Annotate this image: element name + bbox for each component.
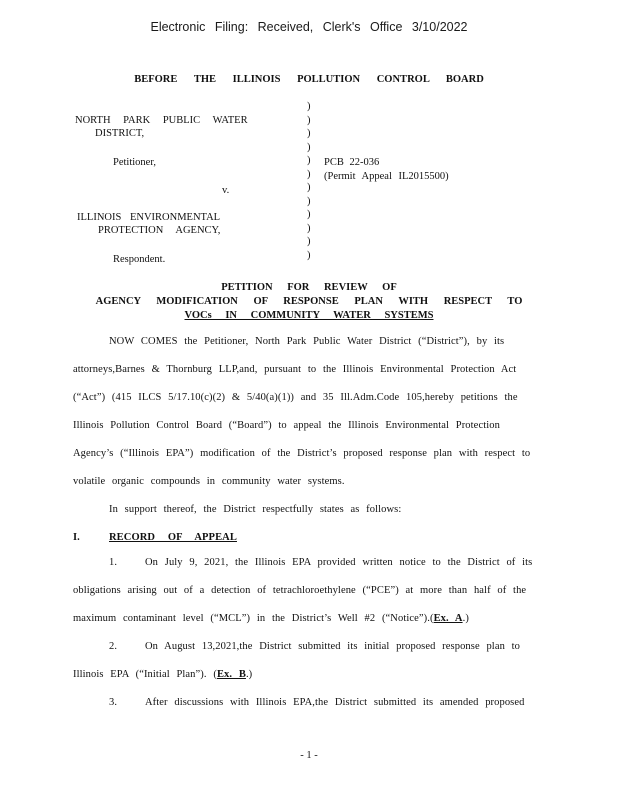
p3-line-1: After discussions with Illinois EPA,the District submitted its amended proposed bbox=[145, 697, 525, 708]
p1-line-3: maximum contaminant level (“MCL”) in the District’s Well #2 (“Notice”).(Ex. A.) bbox=[73, 613, 469, 624]
board-title: BEFORE THE ILLINOIS POLLUTION CONTROL BOARD bbox=[134, 74, 484, 85]
exhibit-a-link[interactable]: Ex. A bbox=[433, 613, 463, 624]
intro-line-1: NOW COMES the Petitioner, North Park Public Water District (“District”), by its bbox=[109, 336, 505, 347]
p1-line-2: obligations arising out of a detection of tetrachloroethylene (“PCE”) at more than half of the bbox=[73, 585, 527, 596]
respondent-role: Respondent. bbox=[113, 254, 166, 265]
caption-parentheses: ) ) ) ) ) ) ) ) ) ) ) ) bbox=[307, 101, 311, 261]
petitioner-name-line2: DISTRICT, bbox=[95, 128, 145, 139]
respondent-name-line1: ILLINOIS ENVIRONMENTAL bbox=[77, 212, 221, 223]
petition-title-line1: PETITION FOR REVIEW OF bbox=[221, 282, 397, 293]
versus: v. bbox=[222, 185, 230, 196]
paragraph-number-1: 1. bbox=[109, 557, 118, 568]
petition-title-line2: AGENCY MODIFICATION OF RESPONSE PLAN WITH RESPECT TO bbox=[95, 296, 523, 307]
p2-line-1: On August 13,2021,the District submitted its initial proposed response plan to bbox=[145, 641, 521, 652]
petition-title-line3: VOCs IN COMMUNITY WATER SYSTEMS bbox=[184, 310, 434, 321]
intro-line-3: (“Act”) (415 ILCS 5/17.10(c)(2) & 5/40(a)(1)) and 35 Ill.Adm.Code 105,hereby petitions the bbox=[73, 392, 518, 403]
p1-line-1: On July 9, 2021, the Illinois EPA provided written notice to the District of its bbox=[145, 557, 533, 568]
support-statement: In support thereof, the District respectfully states as follows: bbox=[109, 504, 402, 515]
section-title: RECORD OF APPEAL bbox=[109, 532, 237, 543]
exhibit-b-link[interactable]: Ex. B bbox=[216, 669, 246, 680]
case-detail: (Permit Appeal IL2015500) bbox=[324, 171, 449, 182]
page-number: - 1 - bbox=[300, 750, 318, 761]
respondent-name-line2: PROTECTION AGENCY, bbox=[98, 225, 221, 236]
section-number: I. bbox=[73, 532, 80, 543]
paragraph-number-3: 3. bbox=[109, 697, 118, 708]
petitioner-role: Petitioner, bbox=[113, 157, 157, 168]
intro-line-6: volatile organic compounds in community water systems. bbox=[73, 476, 345, 487]
p2-line-2: Illinois EPA (“Initial Plan”). (Ex. B.) bbox=[73, 669, 253, 680]
intro-line-4: Illinois Pollution Control Board (“Board”) to appeal the Illinois Environmental Protection bbox=[73, 420, 500, 431]
case-number: PCB 22-036 bbox=[324, 157, 380, 168]
paragraph-number-2: 2. bbox=[109, 641, 118, 652]
intro-line-5: Agency’s (“Illinois EPA”) modification of the District’s proposed response plan with respect to bbox=[73, 448, 531, 459]
intro-line-2: attorneys,Barnes & Thornburg LLP,and, pursuant to the Illinois Environmental Protection Act bbox=[73, 364, 517, 375]
filing-header: Electronic Filing: Received, Clerk's Office 3/10/2022 bbox=[150, 20, 468, 34]
petitioner-name-line1: NORTH PARK PUBLIC WATER bbox=[75, 115, 248, 126]
